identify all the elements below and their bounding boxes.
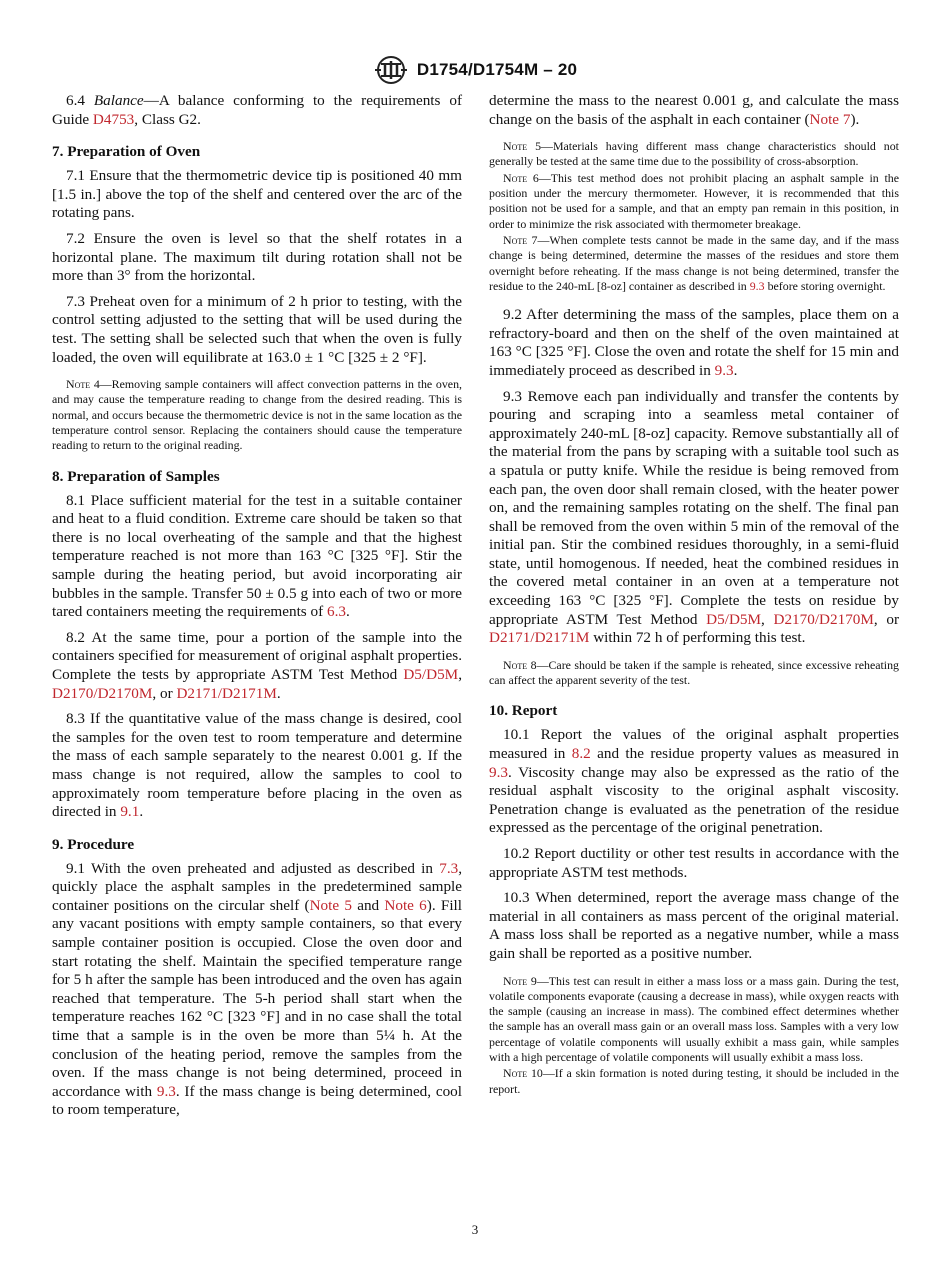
ref-link-9-3[interactable]: 9.3 xyxy=(714,361,734,379)
heading-section-9: 9. Procedure xyxy=(52,835,135,853)
note-6: Note 6—This test method does not prohibit placing an asphalt sample in the position under the mercury thermometer. However, it is recommended that this position not be used for a sample, and that an empty pan remain in this position, in order to minimize the risk associated with thermometer breakage. xyxy=(489,170,899,231)
ref-link-d4753[interactable]: D4753 xyxy=(92,110,135,128)
ref-link-d5[interactable]: D5/D5M xyxy=(403,665,459,683)
note-9: Note 9—This test can result in either a mass loss or a mass gain. During the test, volatile components evaporate (causing a decrease in mass), while oxygen reacts with the sample (causing an increase in mass). The combined effect determines whether the sample has an overall mass gain or an overall mass loss. Samples with a very low percentage of volatile components will usually exhibit a mass gain, while samples with a high percentage of volatile components will usually exhibit a mass loss. xyxy=(489,973,899,1065)
section-8-3: 8.3 If the quantitative value of the mass change is desired, cool the samples for the oven test to room temperature and determine the mass of each sample separately to the nearest 0.001 g. If the mass change is not required, allow the samples to cool to approximately room temperature before placing in the oven as directed in 9.1. xyxy=(52,710,462,821)
ref-link-note-5[interactable]: Note 5 xyxy=(309,896,352,914)
section-9-1: 9.1 With the oven preheated and adjusted as described in 7.3, quickly place the asphalt samples in the predetermined sample container positions on the circular shelf (Note 5 and Note 6). Fill any vacant positions with empty sample containers, so that every sample container position is occupied. Close the oven door and start rotating the shelf. Maintain the specified temperature range for 5 h after the sample has been introduced and the oven has again reached that temperature. The 5-h period shall start when the temperature reaches 162 °C [323 °F] and in no case shall the total time that a sample is in the oven be more than 5¼ h. At the conclusion of the heating period, remove the samples from the oven. If the mass change is not being determined, proceed in accordance with 9.3. If the mass change is being determined, cool to room temperature, xyxy=(52,859,462,1119)
note-4: Note 4—Removing sample containers will affect convection patterns in the oven, and may cause the temperature reading to change from the desired reading. This is normal, and occurs because the thermometric device is not in the same location as the temperature control sensor. Replacing the containers should cause the temperature reading to return to the original reading. xyxy=(52,377,462,453)
note-8: Note 8—Care should be taken if the sample is reheated, since excessive reheating can affect the apparent severity of the test. xyxy=(489,657,899,688)
ref-link-d5[interactable]: D5/D5M xyxy=(706,610,762,628)
ref-link-note-7[interactable]: Note 7 xyxy=(809,110,851,128)
ref-link-6-3[interactable]: 6.3 xyxy=(326,603,346,621)
ref-link-note-6[interactable]: Note 6 xyxy=(384,896,427,914)
section-7-3: 7.3 Preheat oven for a minimum of 2 h prior to testing, with the control setting adjusted to the setting that will be used during the test. The setting shall be selected such that when the oven is fully loaded, the oven will equilibrate at 163.0 ± 1 °C [325 ± 2 °F]. xyxy=(52,292,462,366)
ref-link-d2170[interactable]: D2170/D2170M xyxy=(773,610,874,628)
section-10-1: 10.1 Report the values of the original asphalt properties measured in 8.2 and the residue property values as measured in 9.3. Viscosity change may also be expressed as the ratio of the residual asphalt viscosity to the original asphalt viscosity. Penetration change is evaluated as the penetration of the residue expressed as the percentage of the original penetration. xyxy=(489,726,899,837)
section-8-1: 8.1 Place sufficient material for the test in a suitable container and heat to a fluid condition. Extreme care should be taken so that there is no local overheating of the sample and that the highest temperature reached is not more than 163 °C [325 °F]. Stir the sample during the heating period, but avoid incorporating air bubbles in the sample. Transfer 50 ± 0.5 g into each of two or more tared containers meeting the requirements of 6.3. xyxy=(52,491,462,621)
heading-section-10: 10. Report xyxy=(489,702,558,720)
ref-link-8-2[interactable]: 8.2 xyxy=(571,745,591,763)
section-10-2: 10.2 Report ductility or other test results in accordance with the appropriate ASTM test methods. xyxy=(489,845,899,881)
note-7: Note 7—When complete tests cannot be made in the same day, and if the mass change is being determined, determine the masses of the residues and store them overnight before reheating. If the mass change is not being determined, transfer the residue to the 240-mL [8-oz] container as described in 9.3 before storing overnight. xyxy=(489,232,899,293)
page-number: 3 xyxy=(471,1222,479,1237)
section-10-3: 10.3 When determined, report the average mass change of the material in all containers as mass percent of the original material. A mass loss shall be reported as a negative number, while a mass gain shall be reported as a positive number. xyxy=(489,889,899,962)
section-9-3: 9.3 Remove each pan individually and transfer the contents by pouring and scraping into a seamless metal container of approximately 240-mL [8-oz] capacity. Remove substantially all of the material from the pans by scraping with a suitable tool such as a spatula or putty knife. While the residue is being removed from each pan, the oven door shall remain closed, with the heater power on, and the remaining samples rotating on the shelf. The final pan shall be removed from the oven within 5 min of the removal of the initial pan. Stir the combined residues thoroughly, in a semi-fluid state, until homogenous. If needed, heat the combined residues in the covered metal container in an oven at a temperature not exceeding 163 °C [325 °F]. Complete the tests on residue by appropriate ASTM Test Method D5/D5M, D2170/D2170M, or D2171/D2171M within 72 h of performing this test. xyxy=(489,387,900,647)
note-10: Note 10—If a skin formation is noted during testing, it should be included in the report. xyxy=(489,1066,899,1096)
section-9-2: 9.2 After determining the mass of the samples, place them on a refractory-board and then on the shelf of the oven maintained at 163 °C [325 °F]. Close the oven and rotate the shelf for 15 min and immediately proceed as described in 9.3. xyxy=(489,306,899,379)
ref-link-d2171[interactable]: D2171/D2171M xyxy=(176,684,277,702)
document-designation: D1754/D1754M – 20 xyxy=(416,60,578,79)
ref-link-9-3[interactable]: 9.3 xyxy=(749,278,765,293)
section-7-1: 7.1 Ensure that the thermometric device tip is positioned 40 mm [1.5 in.] above the top of the shelf and centered over the arc of the rotating pans. xyxy=(52,167,462,222)
note-5: Note 5—Materials having different mass change characteristics should not generally be tested at the same time due to the possibility of cross-absorption. xyxy=(489,139,899,169)
heading-section-7: 7. Preparation of Oven xyxy=(52,143,201,161)
ref-link-d2171[interactable]: D2171/D2171M xyxy=(489,629,590,647)
astm-logo-icon xyxy=(373,55,409,85)
ref-link-7-3[interactable]: 7.3 xyxy=(439,859,459,877)
ref-link-9-3[interactable]: 9.3 xyxy=(156,1082,176,1100)
section-7-2: 7.2 Ensure the oven is level so that the shelf rotates in a horizontal plane. The maximum tilt during rotation shall not be more than 3° from the horizontal. xyxy=(52,229,462,285)
section-9-1-continued: determine the mass to the nearest 0.001 g, and calculate the mass change on the basis of the asphalt in each container (Note 7). xyxy=(489,92,899,128)
left-column xyxy=(52,92,462,1127)
heading-section-8: 8. Preparation of Samples xyxy=(52,467,220,485)
right-column xyxy=(489,92,899,1098)
page-header xyxy=(0,54,950,86)
ref-link-d2170[interactable]: D2170/D2170M xyxy=(52,684,153,702)
ref-link-9-3[interactable]: 9.3 xyxy=(489,763,508,781)
section-6-4: 6.4 Balance—A balance conforming to the requirements of Guide D4753, Class G2. xyxy=(52,92,462,128)
ref-link-9-1[interactable]: 9.1 xyxy=(120,803,140,821)
section-8-2: 8.2 At the same time, pour a portion of the sample into the containers specified for measurement of original asphalt properties. Complete the tests by appropriate ASTM Test Method D5/D5M, D2170/D2170M, or D2171/D2171M. xyxy=(52,628,462,702)
